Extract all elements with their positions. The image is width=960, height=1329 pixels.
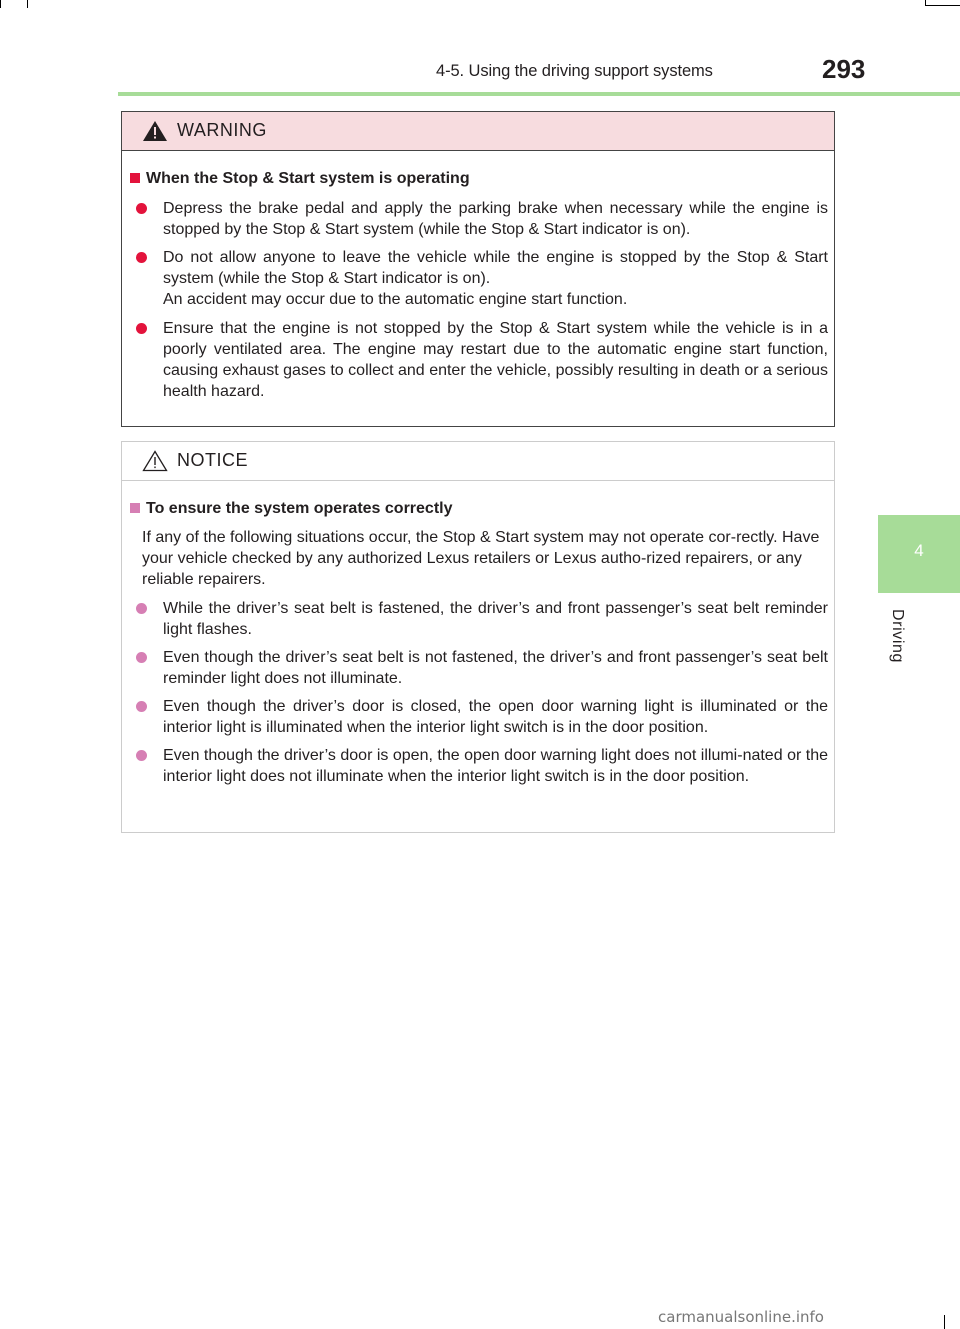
- section-title: 4-5. Using the driving support systems: [436, 62, 713, 80]
- notice-intro: If any of the following situations occur, the Stop & Start system may not operate cor-rectly. Have your vehicle checked by any authorized Lexus retailers or Lexus autho-rized repairers, or any reliable repairers.: [142, 529, 820, 588]
- square-bullet-icon: [130, 503, 140, 513]
- crop-mark: [27, 0, 28, 8]
- list-item-text: An accident may occur due to the automatic engine start function.: [163, 291, 628, 308]
- warning-box: [121, 111, 835, 427]
- notice-title: NOTICE: [177, 450, 249, 470]
- square-bullet-icon: [130, 173, 140, 183]
- list-item-text: Even though the driver’s seat belt is not fastened, the driver’s and front passenger’s seat belt reminder light does not illuminate.: [163, 649, 828, 687]
- round-bullet-icon: [136, 701, 147, 712]
- list-item-text: Even though the driver’s door is open, the open door warning light does not illumi-nated or the interior light does not illuminate when the interior light switch is in the door position.: [163, 747, 828, 785]
- warning-header: [122, 112, 834, 151]
- crop-mark: [944, 1315, 945, 1329]
- caution-triangle-icon: [142, 450, 168, 472]
- notice-box: [121, 441, 835, 833]
- notice-heading-text: To ensure the system operates correctly: [146, 500, 453, 517]
- header-rule: [118, 92, 960, 96]
- round-bullet-icon: [136, 750, 147, 761]
- warning-heading-text: When the Stop & Start system is operating: [146, 170, 470, 187]
- warning-triangle-icon: [142, 120, 168, 142]
- chapter-tab: [878, 515, 960, 593]
- chapter-label: Driving: [889, 609, 906, 663]
- round-bullet-icon: [136, 652, 147, 663]
- notice-header: [122, 442, 834, 481]
- list-item: [132, 745, 828, 787]
- list-item-text: Even though the driver’s door is closed, the open door warning light is illuminated or the interior light is illuminated when the interior light switch is in the door position.: [163, 698, 828, 736]
- page-number: 293: [822, 54, 866, 84]
- list-item: [132, 318, 828, 402]
- list-item-text: Depress the brake pedal and apply the parking brake when necessary while the engine is stopped by the Stop & Start system (while the Stop & Start indicator is on).: [163, 200, 828, 238]
- list-item: [132, 247, 828, 310]
- chapter-number: 4: [914, 541, 924, 560]
- round-bullet-icon: [136, 323, 147, 334]
- crop-mark: [0, 0, 1, 8]
- list-item: [132, 696, 828, 738]
- watermark: carmanualsonline.info: [658, 1308, 824, 1326]
- list-item-text: While the driver’s seat belt is fastened, the driver’s and front passenger’s seat belt reminder light flashes.: [163, 600, 828, 638]
- round-bullet-icon: [136, 252, 147, 263]
- crop-mark: [926, 5, 960, 6]
- list-item: [132, 598, 828, 640]
- warning-title: WARNING: [177, 120, 267, 140]
- warning-heading: [130, 170, 470, 188]
- list-item: [132, 198, 828, 240]
- list-item-text: Do not allow anyone to leave the vehicle while the engine is stopped by the Stop & Start system (while the Stop & Start indicator is on).: [163, 249, 828, 287]
- round-bullet-icon: [136, 203, 147, 214]
- list-item-text: Ensure that the engine is not stopped by the Stop & Start system while the vehicle is in a poorly ventilated area. The engine may restart due to the automatic engine start function, causing exhaust gases to collect and enter the vehicle, possibly resulting in death or a serious health hazard.: [163, 320, 828, 400]
- round-bullet-icon: [136, 603, 147, 614]
- list-item: [132, 647, 828, 689]
- notice-heading: [130, 500, 453, 518]
